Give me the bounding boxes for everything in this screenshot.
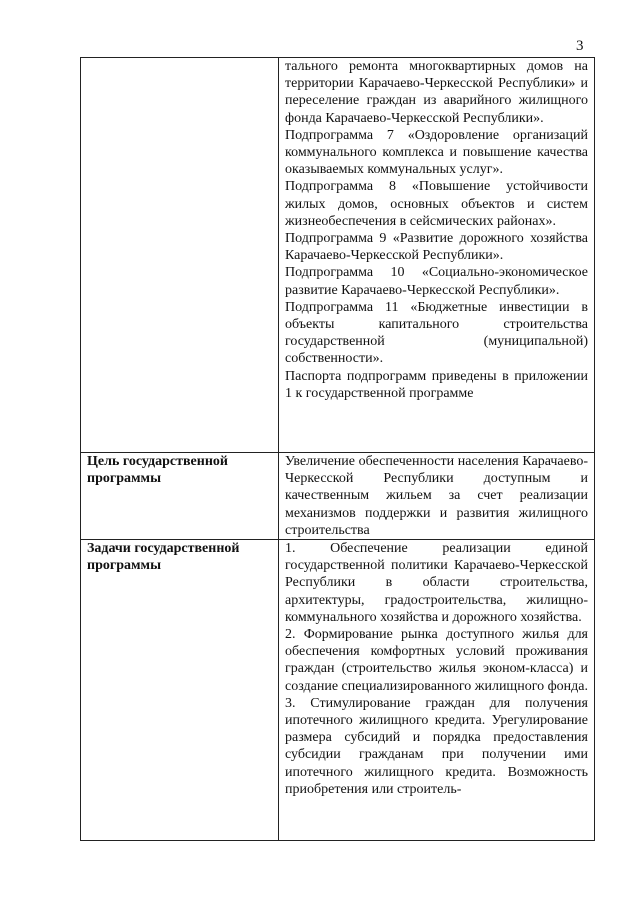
content-paragraph: Подпрограмма 8 «Повышение устойчивости жилых домов, основных объектов и систем жизнеобеспечения в сейсмических районах». bbox=[285, 179, 588, 229]
content-paragraph: Подпрограмма 9 «Развитие дорожного хозяйства Карачаево-Черкесской Республики». bbox=[285, 231, 588, 264]
row-label: Цель государственной программы bbox=[81, 453, 279, 540]
content-paragraph: 3. Стимулирование граждан для получения ипотечного жилищного кредита. Урегулирование размера субсидий и порядка предоставления субсидии гражданам при получении ими ипотечного жилищного кредита. Возможность приобретения или строитель- bbox=[285, 695, 588, 797]
row-label: Задачи государственной программы bbox=[81, 540, 279, 841]
content-paragraph: Подпрограмма 10 «Социально-экономическое развитие Карачаево-Черкесской Республики». bbox=[285, 265, 588, 298]
content-paragraph: Увеличение обеспеченности населения Карачаево-Черкесской Республики доступным и качественным жильем за счет реализации механизмов поддержки и развития жилищного строительства bbox=[285, 454, 588, 538]
content-paragraph: Подпрограмма 7 «Оздоровление организаций коммунального комплекса и повышение качества оказываемых коммунальных услуг». bbox=[285, 127, 588, 178]
program-passport-table bbox=[80, 57, 595, 841]
table-row bbox=[81, 58, 595, 453]
content-paragraph: тального ремонта многоквартирных домов на территории Карачаево-Черкесской Республики» и переселение граждан из аварийного жилищного фонда Карачаево-Черкесской Республики». bbox=[285, 59, 588, 126]
content-paragraph: Паспорта подпрограмм приведены в приложении 1 к государственной программе bbox=[285, 368, 588, 401]
content-paragraph: 1. Обеспечение реализации единой государственной политики Карачаево-Черкесской Республики в области строительства, архитектуры, градостроительства, жилищно-коммунального хозяйства и дорожного хозяйства. bbox=[285, 541, 588, 625]
content-paragraph: 2. Формирование рынка доступного жилья для обеспечения комфортных условий проживания граждан (строительство жилья эконом-класса) и создание специализированного жилищного фонда. bbox=[285, 627, 588, 694]
table-row bbox=[81, 453, 595, 540]
row-content bbox=[279, 453, 595, 540]
row-content bbox=[279, 58, 595, 453]
table-row bbox=[81, 540, 595, 841]
content-paragraph: Подпрограмма 11 «Бюджетные инвестиции в объекты капитального строительства государственной (муниципальной) собственности». bbox=[285, 299, 588, 367]
row-content bbox=[279, 540, 595, 841]
row-label bbox=[81, 58, 279, 453]
page-number: 3 bbox=[576, 38, 584, 54]
